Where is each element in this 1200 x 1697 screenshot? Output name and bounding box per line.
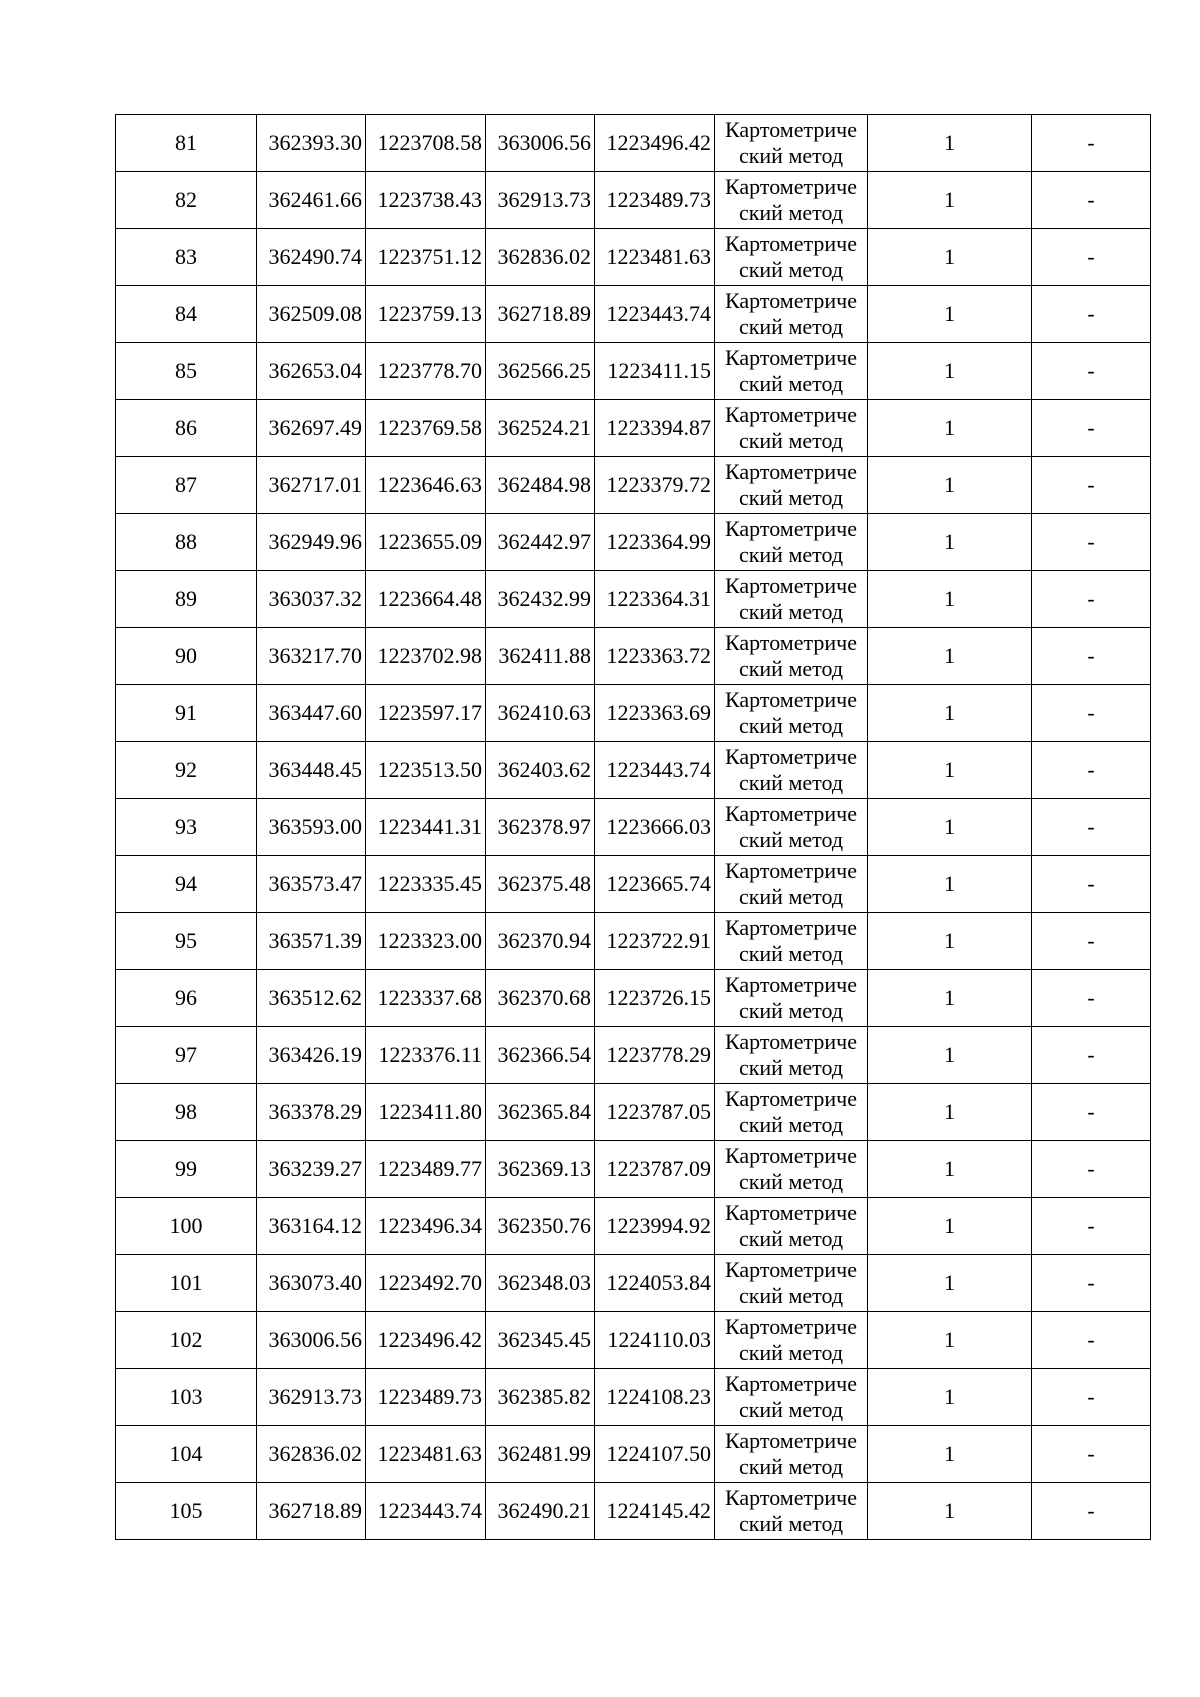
note-cell: -	[1032, 1198, 1151, 1255]
method-line-2: ский метод	[738, 257, 844, 282]
y2-cell: 1224110.03	[595, 1312, 715, 1369]
method-line-2: ский метод	[738, 656, 844, 681]
accuracy-cell: 1	[868, 1426, 1032, 1483]
table-row	[116, 1369, 1151, 1426]
method-cell	[715, 1198, 868, 1255]
x1-cell: 363426.19	[257, 1027, 366, 1084]
method-line-1: Картометриче	[725, 1428, 857, 1453]
x1-cell: 363164.12	[257, 1198, 366, 1255]
table-row	[116, 970, 1151, 1027]
method-line-2: ский метод	[738, 884, 844, 909]
y1-cell: 1223376.11	[366, 1027, 486, 1084]
x2-cell: 362484.98	[486, 457, 595, 514]
method-line-1: Картометриче	[725, 858, 857, 883]
method-cell	[715, 343, 868, 400]
table-row	[116, 1141, 1151, 1198]
method-cell	[715, 970, 868, 1027]
accuracy-cell: 1	[868, 1483, 1032, 1540]
x1-cell: 362490.74	[257, 229, 366, 286]
table-row	[116, 229, 1151, 286]
table-row	[116, 856, 1151, 913]
accuracy-cell: 1	[868, 1312, 1032, 1369]
accuracy-cell: 1	[868, 856, 1032, 913]
x1-cell: 362653.04	[257, 343, 366, 400]
point-number-cell: 90	[116, 628, 257, 685]
method-cell	[715, 1027, 868, 1084]
y1-cell: 1223655.09	[366, 514, 486, 571]
method-line-1: Картометриче	[725, 345, 857, 370]
method-line-2: ский метод	[738, 1454, 844, 1479]
method-line-2: ский метод	[738, 1511, 844, 1536]
point-number-cell: 97	[116, 1027, 257, 1084]
x1-cell: 363378.29	[257, 1084, 366, 1141]
table-row	[116, 457, 1151, 514]
y2-cell: 1224053.84	[595, 1255, 715, 1312]
table-row	[116, 913, 1151, 970]
accuracy-cell: 1	[868, 229, 1032, 286]
y2-cell: 1223489.73	[595, 172, 715, 229]
x2-cell: 362350.76	[486, 1198, 595, 1255]
coordinates-table	[115, 114, 1151, 1540]
y1-cell: 1223496.42	[366, 1312, 486, 1369]
point-number-cell: 105	[116, 1483, 257, 1540]
y1-cell: 1223646.63	[366, 457, 486, 514]
point-number-cell: 86	[116, 400, 257, 457]
accuracy-cell: 1	[868, 514, 1032, 571]
x2-cell: 363006.56	[486, 115, 595, 172]
accuracy-cell: 1	[868, 1027, 1032, 1084]
x2-cell: 362370.94	[486, 913, 595, 970]
point-number-cell: 91	[116, 685, 257, 742]
method-line-1: Картометриче	[725, 630, 857, 655]
method-line-1: Картометриче	[725, 1485, 857, 1510]
x2-cell: 362366.54	[486, 1027, 595, 1084]
y2-cell: 1223665.74	[595, 856, 715, 913]
y1-cell: 1223335.45	[366, 856, 486, 913]
y2-cell: 1223364.31	[595, 571, 715, 628]
x2-cell: 362432.99	[486, 571, 595, 628]
method-line-2: ский метод	[738, 998, 844, 1023]
method-line-1: Картометриче	[725, 687, 857, 712]
x1-cell: 363593.00	[257, 799, 366, 856]
method-line-2: ский метод	[738, 1226, 844, 1251]
method-line-1: Картометриче	[725, 744, 857, 769]
table-row	[116, 1312, 1151, 1369]
x2-cell: 362718.89	[486, 286, 595, 343]
y1-cell: 1223769.58	[366, 400, 486, 457]
y1-cell: 1223751.12	[366, 229, 486, 286]
x1-cell: 362393.30	[257, 115, 366, 172]
y1-cell: 1223496.34	[366, 1198, 486, 1255]
x1-cell: 362461.66	[257, 172, 366, 229]
method-line-2: ский метод	[738, 1340, 844, 1365]
note-cell: -	[1032, 1426, 1151, 1483]
x2-cell: 362566.25	[486, 343, 595, 400]
accuracy-cell: 1	[868, 742, 1032, 799]
method-cell	[715, 742, 868, 799]
method-line-2: ский метод	[738, 1283, 844, 1308]
method-line-2: ский метод	[738, 770, 844, 795]
method-line-1: Картометриче	[725, 288, 857, 313]
table-row	[116, 799, 1151, 856]
table-row	[116, 628, 1151, 685]
x2-cell: 362369.13	[486, 1141, 595, 1198]
point-number-cell: 102	[116, 1312, 257, 1369]
method-cell	[715, 514, 868, 571]
method-line-1: Картометриче	[725, 1143, 857, 1168]
note-cell: -	[1032, 1141, 1151, 1198]
accuracy-cell: 1	[868, 1198, 1032, 1255]
method-line-2: ский метод	[738, 713, 844, 738]
point-number-cell: 99	[116, 1141, 257, 1198]
method-cell	[715, 1426, 868, 1483]
table-body	[116, 115, 1151, 1540]
method-cell	[715, 400, 868, 457]
y1-cell: 1223443.74	[366, 1483, 486, 1540]
point-number-cell: 83	[116, 229, 257, 286]
y2-cell: 1223778.29	[595, 1027, 715, 1084]
y2-cell: 1224108.23	[595, 1369, 715, 1426]
method-cell	[715, 628, 868, 685]
method-line-2: ский метод	[738, 371, 844, 396]
note-cell: -	[1032, 1483, 1151, 1540]
x2-cell: 362490.21	[486, 1483, 595, 1540]
x2-cell: 362442.97	[486, 514, 595, 571]
x1-cell: 363573.47	[257, 856, 366, 913]
method-line-1: Картометриче	[725, 1029, 857, 1054]
note-cell: -	[1032, 343, 1151, 400]
note-cell: -	[1032, 799, 1151, 856]
method-line-2: ский метод	[738, 200, 844, 225]
y2-cell: 1223443.74	[595, 286, 715, 343]
y2-cell: 1223666.03	[595, 799, 715, 856]
x2-cell: 362411.88	[486, 628, 595, 685]
x2-cell: 362345.45	[486, 1312, 595, 1369]
table-row	[116, 1255, 1151, 1312]
method-cell	[715, 1369, 868, 1426]
x2-cell: 362375.48	[486, 856, 595, 913]
x1-cell: 362718.89	[257, 1483, 366, 1540]
y1-cell: 1223759.13	[366, 286, 486, 343]
table-row	[116, 1483, 1151, 1540]
accuracy-cell: 1	[868, 571, 1032, 628]
method-line-1: Картометриче	[725, 516, 857, 541]
accuracy-cell: 1	[868, 400, 1032, 457]
table-row	[116, 514, 1151, 571]
point-number-cell: 85	[116, 343, 257, 400]
x1-cell: 363239.27	[257, 1141, 366, 1198]
method-line-1: Картометриче	[725, 972, 857, 997]
y2-cell: 1223787.05	[595, 1084, 715, 1141]
y2-cell: 1223496.42	[595, 115, 715, 172]
note-cell: -	[1032, 400, 1151, 457]
y2-cell: 1223787.09	[595, 1141, 715, 1198]
x2-cell: 362410.63	[486, 685, 595, 742]
accuracy-cell: 1	[868, 970, 1032, 1027]
method-line-1: Картометриче	[725, 573, 857, 598]
x2-cell: 362378.97	[486, 799, 595, 856]
point-number-cell: 98	[116, 1084, 257, 1141]
point-number-cell: 81	[116, 115, 257, 172]
x1-cell: 362717.01	[257, 457, 366, 514]
method-cell	[715, 1141, 868, 1198]
note-cell: -	[1032, 115, 1151, 172]
note-cell: -	[1032, 970, 1151, 1027]
accuracy-cell: 1	[868, 1141, 1032, 1198]
x1-cell: 363217.70	[257, 628, 366, 685]
table-row	[116, 172, 1151, 229]
x1-cell: 363073.40	[257, 1255, 366, 1312]
y1-cell: 1223337.68	[366, 970, 486, 1027]
method-line-1: Картометриче	[725, 1086, 857, 1111]
table-row	[116, 685, 1151, 742]
x1-cell: 363571.39	[257, 913, 366, 970]
table-row	[116, 286, 1151, 343]
x2-cell: 362348.03	[486, 1255, 595, 1312]
method-cell	[715, 172, 868, 229]
method-line-2: ский метод	[738, 485, 844, 510]
accuracy-cell: 1	[868, 628, 1032, 685]
point-number-cell: 101	[116, 1255, 257, 1312]
x2-cell: 362524.21	[486, 400, 595, 457]
x2-cell: 362385.82	[486, 1369, 595, 1426]
method-cell	[715, 1255, 868, 1312]
x1-cell: 363447.60	[257, 685, 366, 742]
table-row	[116, 1027, 1151, 1084]
x2-cell: 362481.99	[486, 1426, 595, 1483]
method-line-2: ский метод	[738, 599, 844, 624]
note-cell: -	[1032, 172, 1151, 229]
method-line-2: ский метод	[738, 1112, 844, 1137]
y1-cell: 1223441.31	[366, 799, 486, 856]
note-cell: -	[1032, 685, 1151, 742]
note-cell: -	[1032, 1369, 1151, 1426]
accuracy-cell: 1	[868, 1084, 1032, 1141]
y1-cell: 1223778.70	[366, 343, 486, 400]
accuracy-cell: 1	[868, 913, 1032, 970]
x1-cell: 363006.56	[257, 1312, 366, 1369]
point-number-cell: 96	[116, 970, 257, 1027]
y1-cell: 1223411.80	[366, 1084, 486, 1141]
point-number-cell: 104	[116, 1426, 257, 1483]
point-number-cell: 95	[116, 913, 257, 970]
y1-cell: 1223489.73	[366, 1369, 486, 1426]
note-cell: -	[1032, 628, 1151, 685]
method-cell	[715, 115, 868, 172]
method-line-2: ский метод	[738, 1169, 844, 1194]
note-cell: -	[1032, 457, 1151, 514]
point-number-cell: 100	[116, 1198, 257, 1255]
point-number-cell: 93	[116, 799, 257, 856]
x1-cell: 362913.73	[257, 1369, 366, 1426]
method-line-1: Картометриче	[725, 402, 857, 427]
method-line-2: ский метод	[738, 428, 844, 453]
table-row	[116, 115, 1151, 172]
table-row	[116, 1426, 1151, 1483]
point-number-cell: 92	[116, 742, 257, 799]
method-line-1: Картометриче	[725, 174, 857, 199]
x1-cell: 363448.45	[257, 742, 366, 799]
method-line-2: ский метод	[738, 1397, 844, 1422]
y1-cell: 1223664.48	[366, 571, 486, 628]
note-cell: -	[1032, 229, 1151, 286]
y1-cell: 1223489.77	[366, 1141, 486, 1198]
note-cell: -	[1032, 286, 1151, 343]
y2-cell: 1223481.63	[595, 229, 715, 286]
accuracy-cell: 1	[868, 343, 1032, 400]
note-cell: -	[1032, 1312, 1151, 1369]
y1-cell: 1223597.17	[366, 685, 486, 742]
method-line-2: ский метод	[738, 827, 844, 852]
note-cell: -	[1032, 742, 1151, 799]
x2-cell: 362365.84	[486, 1084, 595, 1141]
y2-cell: 1224107.50	[595, 1426, 715, 1483]
note-cell: -	[1032, 571, 1151, 628]
x1-cell: 363512.62	[257, 970, 366, 1027]
method-cell	[715, 1312, 868, 1369]
method-cell	[715, 457, 868, 514]
y1-cell: 1223323.00	[366, 913, 486, 970]
point-number-cell: 88	[116, 514, 257, 571]
y2-cell: 1223726.15	[595, 970, 715, 1027]
method-line-2: ский метод	[738, 542, 844, 567]
method-cell	[715, 913, 868, 970]
accuracy-cell: 1	[868, 172, 1032, 229]
y2-cell: 1223994.92	[595, 1198, 715, 1255]
y2-cell: 1223411.15	[595, 343, 715, 400]
y1-cell: 1223738.43	[366, 172, 486, 229]
note-cell: -	[1032, 856, 1151, 913]
note-cell: -	[1032, 1027, 1151, 1084]
y2-cell: 1223443.74	[595, 742, 715, 799]
accuracy-cell: 1	[868, 1369, 1032, 1426]
y2-cell: 1223364.99	[595, 514, 715, 571]
method-line-2: ский метод	[738, 1055, 844, 1080]
y1-cell: 1223492.70	[366, 1255, 486, 1312]
x2-cell: 362403.62	[486, 742, 595, 799]
method-cell	[715, 286, 868, 343]
method-line-2: ский метод	[738, 941, 844, 966]
method-line-1: Картометриче	[725, 1314, 857, 1339]
point-number-cell: 94	[116, 856, 257, 913]
y1-cell: 1223513.50	[366, 742, 486, 799]
method-cell	[715, 571, 868, 628]
table-row	[116, 343, 1151, 400]
point-number-cell: 103	[116, 1369, 257, 1426]
table-row	[116, 742, 1151, 799]
method-line-1: Картометриче	[725, 915, 857, 940]
method-line-1: Картометриче	[725, 117, 857, 142]
method-line-1: Картометриче	[725, 231, 857, 256]
x1-cell: 362697.49	[257, 400, 366, 457]
x1-cell: 362949.96	[257, 514, 366, 571]
point-number-cell: 84	[116, 286, 257, 343]
accuracy-cell: 1	[868, 799, 1032, 856]
x2-cell: 362370.68	[486, 970, 595, 1027]
accuracy-cell: 1	[868, 457, 1032, 514]
y2-cell: 1223363.72	[595, 628, 715, 685]
note-cell: -	[1032, 1084, 1151, 1141]
method-cell	[715, 799, 868, 856]
table-row	[116, 1198, 1151, 1255]
table-row	[116, 1084, 1151, 1141]
point-number-cell: 87	[116, 457, 257, 514]
y2-cell: 1223722.91	[595, 913, 715, 970]
x1-cell: 362509.08	[257, 286, 366, 343]
y1-cell: 1223481.63	[366, 1426, 486, 1483]
y2-cell: 1224145.42	[595, 1483, 715, 1540]
note-cell: -	[1032, 913, 1151, 970]
method-line-1: Картометриче	[725, 801, 857, 826]
point-number-cell: 82	[116, 172, 257, 229]
accuracy-cell: 1	[868, 685, 1032, 742]
y2-cell: 1223379.72	[595, 457, 715, 514]
method-line-1: Картометриче	[725, 1257, 857, 1282]
method-line-2: ский метод	[738, 314, 844, 339]
method-line-2: ский метод	[738, 143, 844, 168]
y2-cell: 1223363.69	[595, 685, 715, 742]
x2-cell: 362913.73	[486, 172, 595, 229]
method-line-1: Картометриче	[725, 1371, 857, 1396]
method-line-1: Картометриче	[725, 459, 857, 484]
table-row	[116, 400, 1151, 457]
y1-cell: 1223702.98	[366, 628, 486, 685]
accuracy-cell: 1	[868, 115, 1032, 172]
x1-cell: 362836.02	[257, 1426, 366, 1483]
method-cell	[715, 856, 868, 913]
method-cell	[715, 685, 868, 742]
y2-cell: 1223394.87	[595, 400, 715, 457]
table-row	[116, 571, 1151, 628]
note-cell: -	[1032, 1255, 1151, 1312]
x2-cell: 362836.02	[486, 229, 595, 286]
method-cell	[715, 1483, 868, 1540]
point-number-cell: 89	[116, 571, 257, 628]
method-cell	[715, 1084, 868, 1141]
method-cell	[715, 229, 868, 286]
x1-cell: 363037.32	[257, 571, 366, 628]
note-cell: -	[1032, 514, 1151, 571]
accuracy-cell: 1	[868, 286, 1032, 343]
y1-cell: 1223708.58	[366, 115, 486, 172]
accuracy-cell: 1	[868, 1255, 1032, 1312]
method-line-1: Картометриче	[725, 1200, 857, 1225]
